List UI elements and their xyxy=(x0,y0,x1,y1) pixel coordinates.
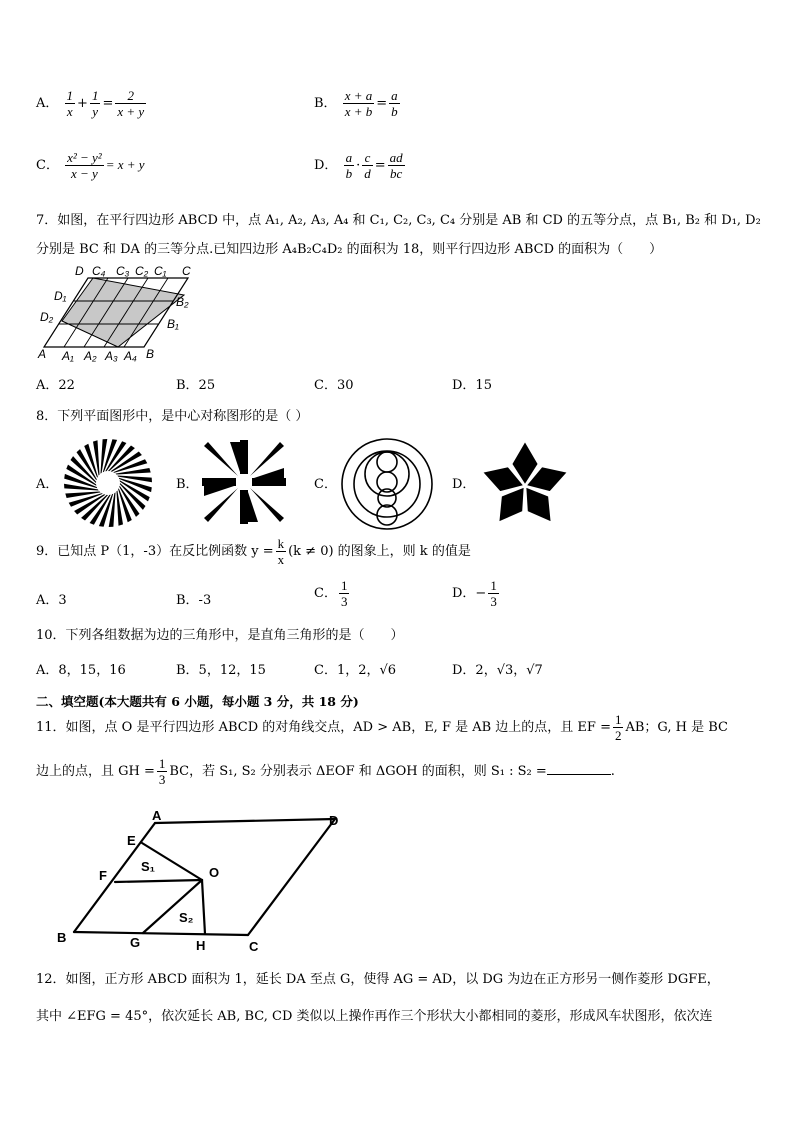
fraction: $\frac{1}{x}$ xyxy=(66,88,74,119)
label-D2: D₂ xyxy=(40,310,54,324)
label-B: B xyxy=(57,930,67,945)
q9-stem: 9．已知点 P（1，-3）在反比例函数 y = $\frac{k}{x}$ (k ≠ 0) 的图象上，则 k 的值是 xyxy=(36,536,471,567)
label-S1: S₁ xyxy=(141,859,156,874)
label-A: A xyxy=(152,808,162,823)
q8-option-a-label: A． xyxy=(36,477,59,492)
sunburst-ray xyxy=(116,468,151,475)
q10-option-c: C．1，2，√6 xyxy=(314,663,397,678)
sunburst-ray xyxy=(93,440,100,475)
label-C3: C₃ xyxy=(116,264,130,278)
label-H: H xyxy=(196,938,206,953)
q11-stem-line1: 11．如图，点 O 是平行四边形 ABCD 的对角线交点，AD > AB，E, F 是 AB 边上的点，且 EF = $\frac{1}{2}$ AB；G, H 是 BC xyxy=(36,712,728,743)
option-label: D． xyxy=(314,158,338,173)
q8-option-b-label: B． xyxy=(176,477,199,492)
q10-option-d: D．2，√3，√7 xyxy=(452,663,543,678)
label-A4: A₄ xyxy=(124,349,137,363)
q12-stem-line2: 其中 ∠EFG = 45°，依次延长 AB, BC, CD 类似以上操作再作三个形状大小都相同的菱形，形成风车状图形，依次连 xyxy=(36,1009,713,1024)
sunburst-ray xyxy=(117,491,124,526)
sunburst-ray xyxy=(64,484,99,491)
q11-stem-line2: 边上的点，且 GH = $\frac{1}{3}$ BC，若 S₁, S₂ 分别表示 ΔEOF 和 ΔGOH 的面积，则 S₁ : S₂ = . xyxy=(36,756,615,787)
label-O: O xyxy=(209,865,220,880)
label-C: C xyxy=(249,939,259,953)
q8-figure-a-sunburst xyxy=(63,438,153,528)
option-label: B． xyxy=(314,96,337,111)
fraction: $\frac{2}{x + y}$ xyxy=(117,88,145,119)
q9-option-b: B．-3 xyxy=(176,593,212,608)
fraction: $\frac{\text{x² − y²}}{x - y}$ xyxy=(67,150,102,181)
label-A1: A₁ xyxy=(62,349,74,363)
segment-GO xyxy=(143,880,202,933)
q9-option-d: D．− $\frac{1}{3}$ xyxy=(452,578,497,609)
fraction: $\frac{x + a}{x + b}$ xyxy=(344,88,373,119)
label-C4: C₄ xyxy=(92,264,106,278)
q8-figure-b-star-burst xyxy=(201,439,287,525)
q11-parallelogram-figure xyxy=(55,808,355,953)
q6-option-a: A． $\frac{1}{x}$ + $\frac{1}{y}$ = $\frac{2}{x + y}$ xyxy=(36,88,145,119)
label-D: D xyxy=(329,813,339,828)
fraction: $\frac{a}{b}$ xyxy=(345,150,353,181)
label-B1: B₁ xyxy=(167,317,179,331)
label-D: D xyxy=(75,264,84,278)
label-C2: C₂ xyxy=(135,264,149,278)
q9-option-a: A．3 xyxy=(36,593,67,608)
q7-stem-line2: 分别是 BC 和 DA 的三等分点.已知四边形 A₄B₂C₄D₂ 的面积为 18，则平行四边形 ABCD 的面积为（ ） xyxy=(36,242,663,257)
label-C: C xyxy=(182,264,191,278)
option-label: C． xyxy=(36,158,59,173)
q10-option-b: B．5，12，15 xyxy=(176,663,266,678)
answer-blank[interactable] xyxy=(547,762,611,775)
q8-figure-c-circles xyxy=(339,436,435,532)
side-DC xyxy=(248,819,335,935)
label-C1: C₁ xyxy=(154,264,167,278)
label-A: A xyxy=(38,347,47,361)
q7-stem-line1: 7．如图，在平行四边形 ABCD 中，点 A₁, A₂, A₃, A₄ 和 C₁, C₂, C₃, C₄ 分别是 AB 和 CD 的五等分点，点 B₁, B₂ 和 D₁, D₂ xyxy=(36,213,761,228)
q6-option-d: D． $\frac{a}{b}$ · $\frac{c}{d}$ = $\frac{ad}{bc}$ xyxy=(314,150,403,181)
side-AB xyxy=(74,823,155,932)
label-B: B xyxy=(146,347,155,361)
fraction: $\frac{1}{3}$ xyxy=(490,578,497,609)
segment-HO xyxy=(202,880,205,934)
fraction: $\frac{k}{x}$ xyxy=(277,536,285,567)
label-B2: B₂ xyxy=(176,295,189,309)
label-G: G xyxy=(130,935,141,950)
sunburst-ray xyxy=(117,476,152,483)
label-S2: S₂ xyxy=(179,910,194,925)
sunburst-ray xyxy=(101,439,108,474)
label-A3: A₃ xyxy=(105,349,118,363)
q8-option-d-label: D． xyxy=(452,477,476,492)
q8-option-c-label: C． xyxy=(314,477,337,492)
label-E: E xyxy=(127,833,136,848)
q7-parallelogram-figure xyxy=(36,262,196,364)
sunburst-ray xyxy=(65,492,100,499)
side-AD xyxy=(155,819,335,823)
section-heading-fill-in: 二、填空题(本大题共有 6 小题，每小题 3 分，共 18 分) xyxy=(36,694,359,709)
q7-option-d: D．15 xyxy=(452,378,492,393)
q8-stem: 8．下列平面图形中，是中心对称图形的是（ ） xyxy=(36,409,309,424)
q6-option-b: B． $\frac{x + a}{x + b}$ = $\frac{a}{b}$ xyxy=(314,88,398,119)
sunburst-ray xyxy=(109,492,116,527)
fraction: $\frac{1}{2}$ xyxy=(614,712,622,743)
fraction: $\frac{1}{3}$ xyxy=(340,578,348,609)
fraction: $\frac{c}{d}$ xyxy=(364,150,371,181)
q6-option-c: C． $\frac{\text{x² − y²}}{x - y}$ = x + y xyxy=(36,150,145,181)
q7-option-a: A．22 xyxy=(36,378,75,393)
fraction: $\frac{1}{y}$ xyxy=(91,88,99,119)
q7-option-b: B．25 xyxy=(176,378,216,393)
q8-figure-d-pentagram-kites xyxy=(477,434,573,528)
q12-stem-line1: 12．如图，正方形 ABCD 面积为 1，延长 DA 至点 G，使得 AG = AD，以 DG 为边在正方形另一侧作菱形 DGFE， xyxy=(36,972,720,987)
option-label: A． xyxy=(36,96,59,111)
fraction: $\frac{1}{3}$ xyxy=(158,756,166,787)
fraction: $\frac{a}{b}$ xyxy=(391,88,398,119)
q10-option-a: A．8，15，16 xyxy=(36,663,126,678)
label-A2: A₂ xyxy=(84,349,97,363)
q10-stem: 10．下列各组数据为边的三角形中，是直角三角形的是（ ） xyxy=(36,628,404,643)
q7-option-c: C．30 xyxy=(314,378,354,393)
label-D1: D₁ xyxy=(54,289,67,303)
fraction: $\frac{ad}{bc}$ xyxy=(389,150,403,181)
side-BC xyxy=(74,932,248,935)
segment-FO xyxy=(115,880,202,882)
q9-option-c: C． $\frac{1}{3}$ xyxy=(314,578,348,609)
label-F: F xyxy=(99,868,107,883)
